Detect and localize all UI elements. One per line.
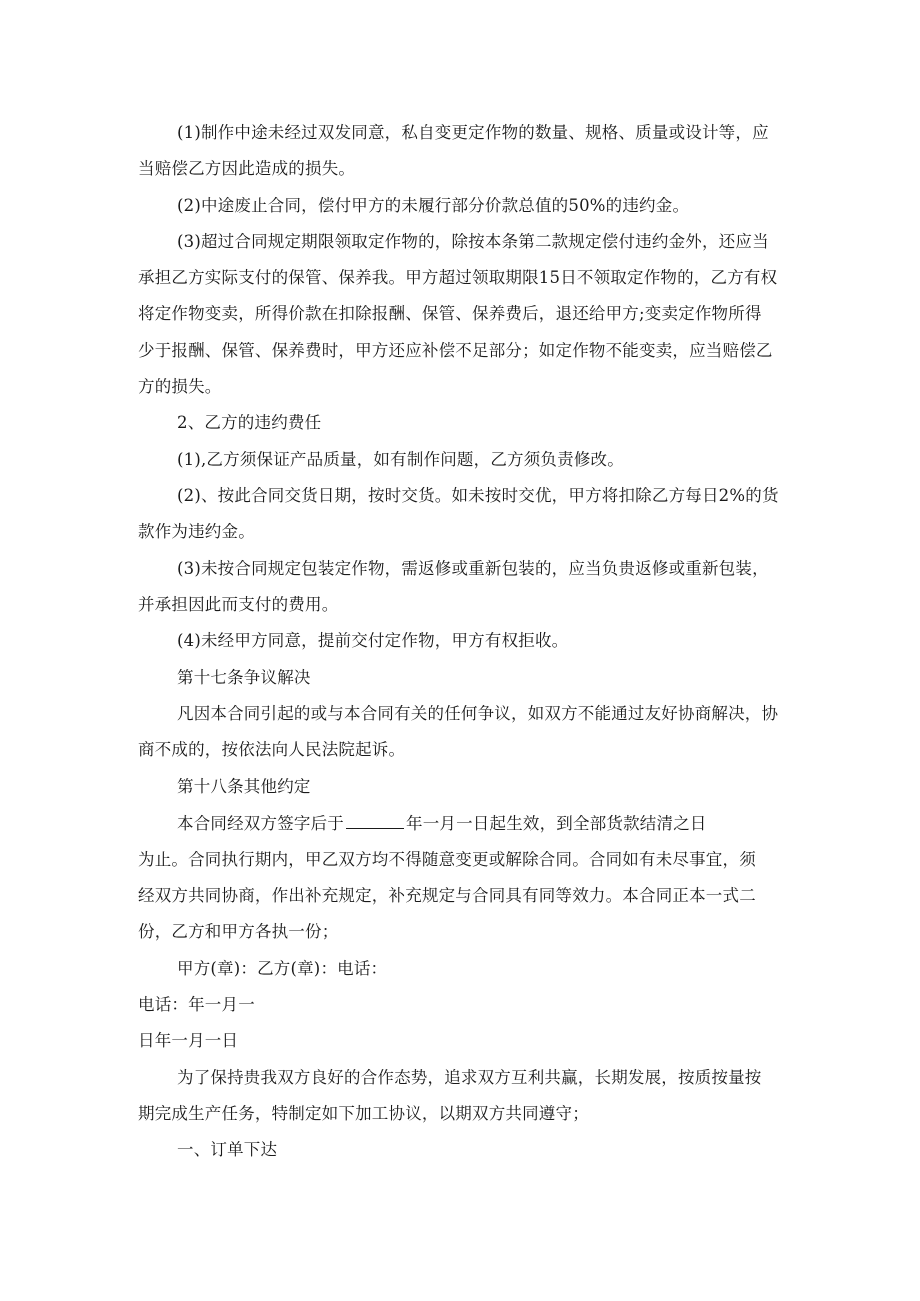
- paragraph-line: 承担乙方实际支付的保管、保养我。甲方超过领取期限15日不领取定作物的，乙方有权: [138, 268, 778, 287]
- paragraph-line: 并承担因此而支付的费用。: [138, 595, 339, 614]
- signature-line: 甲方(章)：乙方(章)：电话：: [177, 959, 388, 978]
- paragraph-line: 期完成生产任务，特制定如下加工协议，以期双方共同遵守；: [138, 1104, 589, 1123]
- paragraph-line: (2)中途废止合同，偿付甲方的未履行部分价款总值的50%的违约金。: [177, 196, 690, 215]
- paragraph-line: (1),乙方须保证产品质量，如有制作问题，乙方须负责修改。: [177, 450, 624, 469]
- article-heading: 第十八条其他约定: [177, 777, 311, 796]
- paragraph-line: 将定作物变卖，所得价款在扣除报酬、保管、保养费后，退还给甲方;变卖定作物所得: [138, 304, 762, 323]
- paragraph-line: 为止。合同执行期内，甲乙双方均不得随意变更或解除合同。合同如有未尽事宜，须: [138, 850, 756, 869]
- effective-date-line: [177, 812, 707, 835]
- article-heading: 第十七条争议解决: [177, 668, 311, 687]
- date-blank: [346, 812, 404, 829]
- paragraph-line: (2)、按此合同交货日期，按时交货。如未按时交优，甲方将扣除乙方每日2%的货: [177, 486, 779, 505]
- paragraph-line: 方的损失。: [138, 377, 222, 396]
- paragraph-line: (3)未按合同规定包装定作物，需返修或重新包装的，应当负贵返修或重新包装，: [177, 559, 769, 578]
- section-heading: 2、乙方的违约费任: [177, 413, 322, 432]
- paragraph-line: 款作为违约金。: [138, 522, 255, 541]
- paragraph-line: 商不成的，按依法向人民法院起诉。: [138, 740, 406, 759]
- paragraph-line: (4)未经甲方同意，提前交付定作物，甲方有权拒收。: [177, 631, 569, 650]
- signature-line: 电话：年一月一: [138, 995, 255, 1014]
- paragraph-line: 经双方共同协商，作出补充规定，补充规定与合同具有同等效力。本合同正本一式二: [138, 886, 756, 905]
- paragraph-line: 少于报酬、保管、保养费时，甲方还应补偿不足部分；如定作物不能变卖，应当赔偿乙: [138, 341, 773, 360]
- paragraph-line: 为了保持贵我双方良好的合作态势，追求双方互利共赢，长期发展，按质按量按: [177, 1068, 762, 1087]
- paragraph-line: (1)制作中途未经过双发同意，私自变更定作物的数量、规格、质量或设计等，应: [177, 123, 769, 142]
- paragraph-line: 当赔偿乙方因此造成的损失。: [138, 159, 356, 178]
- signature-line: 日年一月一日: [138, 1031, 239, 1050]
- paragraph-line: (3)超过合同规定期限领取定作物的，除按本条第二款规定偿付违约金外，还应当: [177, 232, 769, 251]
- section-heading: 一、订单下达: [177, 1140, 278, 1159]
- effective-suffix: 年一月一日起生效，到全部货款结清之日: [406, 814, 707, 833]
- paragraph-line: 凡因本合同引起的或与本合同有关的任何争议，如双方不能通过友好协商解决，协: [177, 704, 779, 723]
- paragraph-line: 份，乙方和甲方各执一份；: [138, 922, 339, 941]
- effective-prefix: 本合同经双方签字后于: [177, 814, 344, 833]
